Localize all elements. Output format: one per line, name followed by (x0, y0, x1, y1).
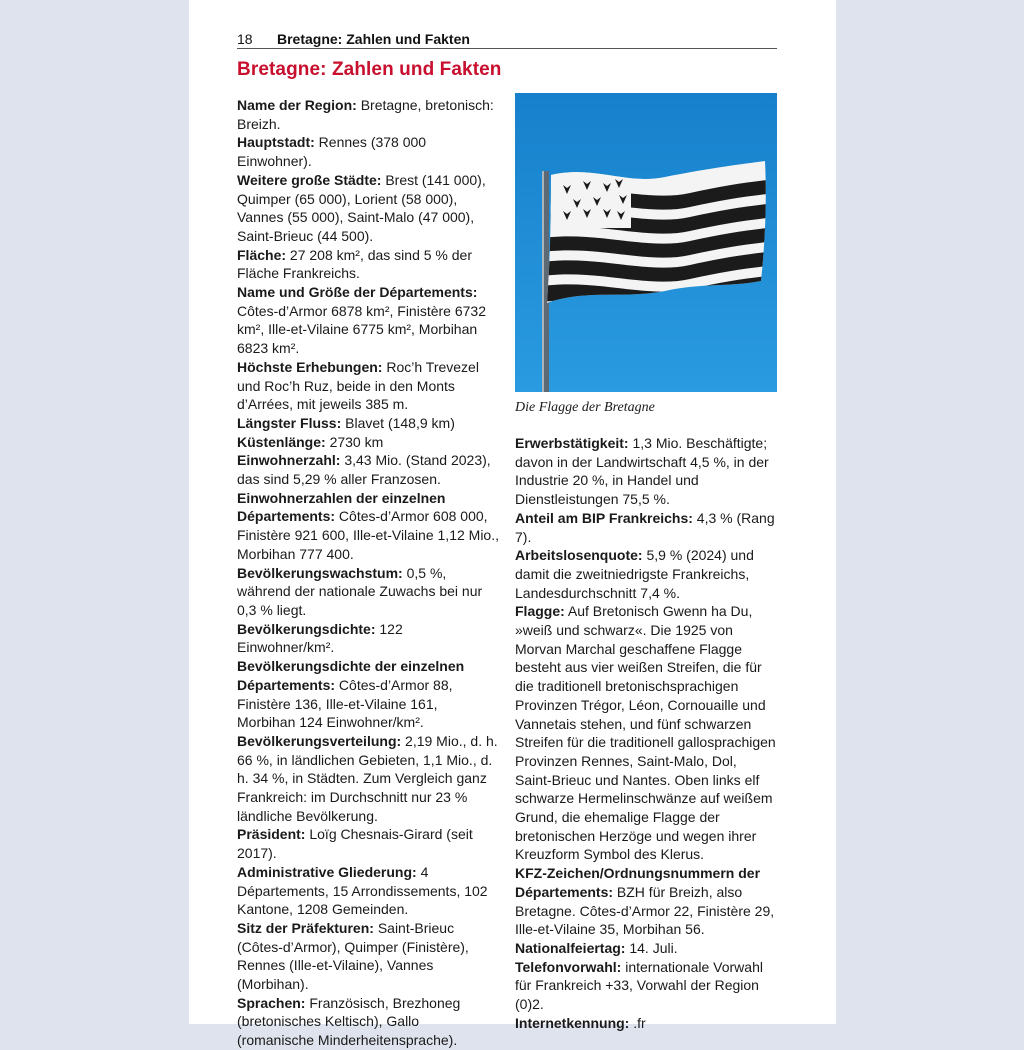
fact-text: .fr (629, 1014, 646, 1031)
fact-text: 122 Einwohner/km². (237, 620, 403, 656)
fact-text: 2730 km (325, 433, 384, 450)
fact-entry (237, 414, 499, 433)
fact-label: Flagge: (515, 603, 565, 620)
fact-label: Telefonvorwahl: (515, 958, 622, 975)
fact-entry (515, 434, 777, 509)
fact-text: internationale Vorwahl für Frankreich +33, Vorwahl der Region (0)2. (515, 958, 763, 1013)
fact-entry (515, 602, 777, 864)
fact-entry (515, 864, 777, 939)
fact-label: Weitere große Städte: (237, 171, 382, 188)
fact-text: 1,3 Mio. Beschäftigte; davon in der Landwirtschaft 4,5 %, in der Industrie 20 %, in Handel und Dienstleistungen 75,5 %. (515, 435, 769, 508)
fact-entry (237, 564, 499, 620)
fact-label: Präsident: (237, 826, 306, 843)
fact-entry (237, 919, 499, 994)
fact-label: Fläche: (237, 246, 287, 263)
fact-text: Roc’h Trevezel und Roc’h Ruz, beide in den Monts d’Arrées, mit jeweils 385 m. (237, 358, 479, 413)
fact-label: Erwerbstätigkeit: (515, 435, 629, 451)
fact-label: Bevölkerungsverteilung: (237, 732, 402, 749)
fact-text: Côtes-d’Armor 88, Finistère 136, Ille-et-Vilaine 161, Morbihan 124 Einwohner/km². (237, 676, 453, 731)
fact-text: 3,43 Mio. (Stand 2023), das sind 5,29 % aller Franzosen. (237, 452, 491, 488)
fact-label: Name und Größe der Départements: (237, 284, 478, 301)
fact-entry (237, 657, 499, 732)
fact-entry (515, 958, 777, 1014)
fact-text: Saint-Brieuc (Côtes-d’Armor), Quimper (Finistère), Rennes (Ille-et-Vilaine), Vannes (Morbihan). (237, 919, 469, 993)
fact-entry (237, 620, 499, 657)
fact-label: Name der Region: (237, 97, 357, 113)
fact-entry (515, 509, 777, 546)
fact-text: Auf Bretonisch Gwenn ha Du, »weiß und schwarz«. Die 1925 von Morvan Marchal geschaffene Flagge besteht aus vier weißen Streifen, die für die traditionell bretonischsprachigen Provinzen Trégor, Léon, Cornouaille und Vannetais stehen, und fünf schwarzen Streifen für die traditionell gallosprachigen Provinzen Rennes, Saint-Malo, Dol, Saint-Brieuc und Nantes. Oben links elf schwarze Hermelinschwänze auf weißem Grund, die ehemalige Flagge der bretonischen Herzöge und wegen ihrer Kreuzform Symbol des Klerus. (515, 603, 776, 863)
fact-label: Internetkennung: (515, 1014, 630, 1031)
fact-label: Nationalfeiertag: (515, 939, 626, 956)
fact-entry (237, 358, 499, 414)
fact-text: 2,19 Mio., d. h. 66 %, in ländlichen Gebieten, 1,1 Mio., d. h. 34 %, in Städten. Zum Vergleich ganz Frankreich: im Durchschnitt nur 23 % ländliche Bevölkerung. (237, 732, 498, 824)
fact-text: BZH für Breizh, also Bretagne. Côtes-d’Armor 22, Finistère 29, Ille-et-Vilaine 35, Morbihan 56. (515, 883, 775, 938)
fact-entry (237, 489, 499, 564)
fact-entry (237, 732, 499, 826)
fact-entry (237, 171, 499, 246)
breton-flag-photo (515, 93, 777, 392)
fact-text: Côtes-d’Armor 608 000, Finistère 921 600, Ille-et-Vilaine 1,12 Mio., Morbihan 777 400. (237, 508, 499, 562)
right-column (515, 434, 777, 1033)
fact-entry (237, 433, 499, 452)
fact-text: Blavet (148,9 km) (341, 414, 455, 431)
fact-text: Rennes (378 000 Einwohner). (237, 134, 427, 170)
fact-entry (237, 133, 499, 170)
fact-label: Einwohnerzahl: (237, 452, 341, 469)
fact-entry (515, 939, 777, 958)
fact-entry (515, 1014, 777, 1033)
fact-label: Küstenlänge: (237, 433, 326, 450)
fact-label: Anteil am BIP Frankreichs: (515, 509, 693, 526)
fact-label: Bevölkerungswachstum: (237, 564, 403, 581)
page-title: Bretagne: Zahlen und Fakten (237, 59, 502, 80)
fact-text: Brest (141 000), Quimper (65 000), Lorient (58 000), Vannes (55 000), Saint-Malo (47 000), Saint-Brieuc (44 500). (237, 171, 486, 244)
fact-label: Hauptstadt: (237, 134, 315, 151)
fact-label: Bevölkerungsdichte der einzelnen Départements: (237, 658, 465, 693)
fact-text: Côtes-d’Armor 6878 km², Finistère 6732 km², Ille-et-Vilaine 6775 km², Morbihan 6823 km². (237, 302, 486, 357)
fact-text: 4,3 % (Rang 7). (515, 509, 775, 545)
fact-label: Längster Fluss: (237, 414, 342, 431)
fact-entry (237, 96, 499, 133)
fact-label: Sitz der Präfekturen: (237, 919, 374, 936)
fact-text: Bretagne, bretonisch: Breizh. (237, 97, 494, 132)
photo-caption: Die Flagge der Bretagne (515, 400, 655, 415)
page-number: 18 (237, 31, 253, 47)
left-column (237, 96, 499, 1050)
fact-text: Französisch, Brezhoneg (bretonisches Keltisch), Gallo (romanische Minderheitensprache). (237, 994, 461, 1049)
fact-text: Loïg Chesnais-Girard (seit 2017). (237, 826, 473, 862)
fact-label: Arbeitslosenquote: (515, 547, 643, 564)
fact-label: Sprachen: (237, 994, 306, 1011)
fact-label: KFZ-Zeichen/Ordnungsnummern der Départements: (515, 865, 761, 900)
running-title: Bretagne: Zahlen und Fakten (277, 31, 470, 47)
fact-text: 4 Départements, 15 Arrondissements, 102 Kantone, 1208 Gemeinden. (237, 863, 488, 918)
fact-entry (237, 863, 499, 919)
fact-text: 14. Juli. (625, 939, 678, 956)
fact-entry (237, 283, 499, 358)
fact-entry (237, 451, 499, 488)
fact-text: 27 208 km², das sind 5 % der Fläche Frankreichs. (237, 246, 473, 282)
fact-entry (237, 246, 499, 283)
fact-text: 0,5 %, während der nationale Zuwachs bei nur 0,3 % liegt. (237, 564, 483, 618)
fact-label: Bevölkerungsdichte: (237, 620, 376, 637)
running-header (237, 30, 777, 49)
fact-label: Höchste Erhebungen: (237, 358, 383, 375)
fact-text: 5,9 % (2024) und damit die zweitniedrigste Frankreichs, Landesdurchschnitt 7,4 %. (515, 547, 754, 601)
fact-entry (237, 994, 499, 1050)
fact-entry (237, 825, 499, 862)
fact-entry (515, 546, 777, 602)
fact-label: Einwohnerzahlen der einzelnen Départements: (237, 489, 446, 525)
book-page (189, 0, 836, 1049)
fact-label: Administrative Gliederung: (237, 863, 417, 880)
